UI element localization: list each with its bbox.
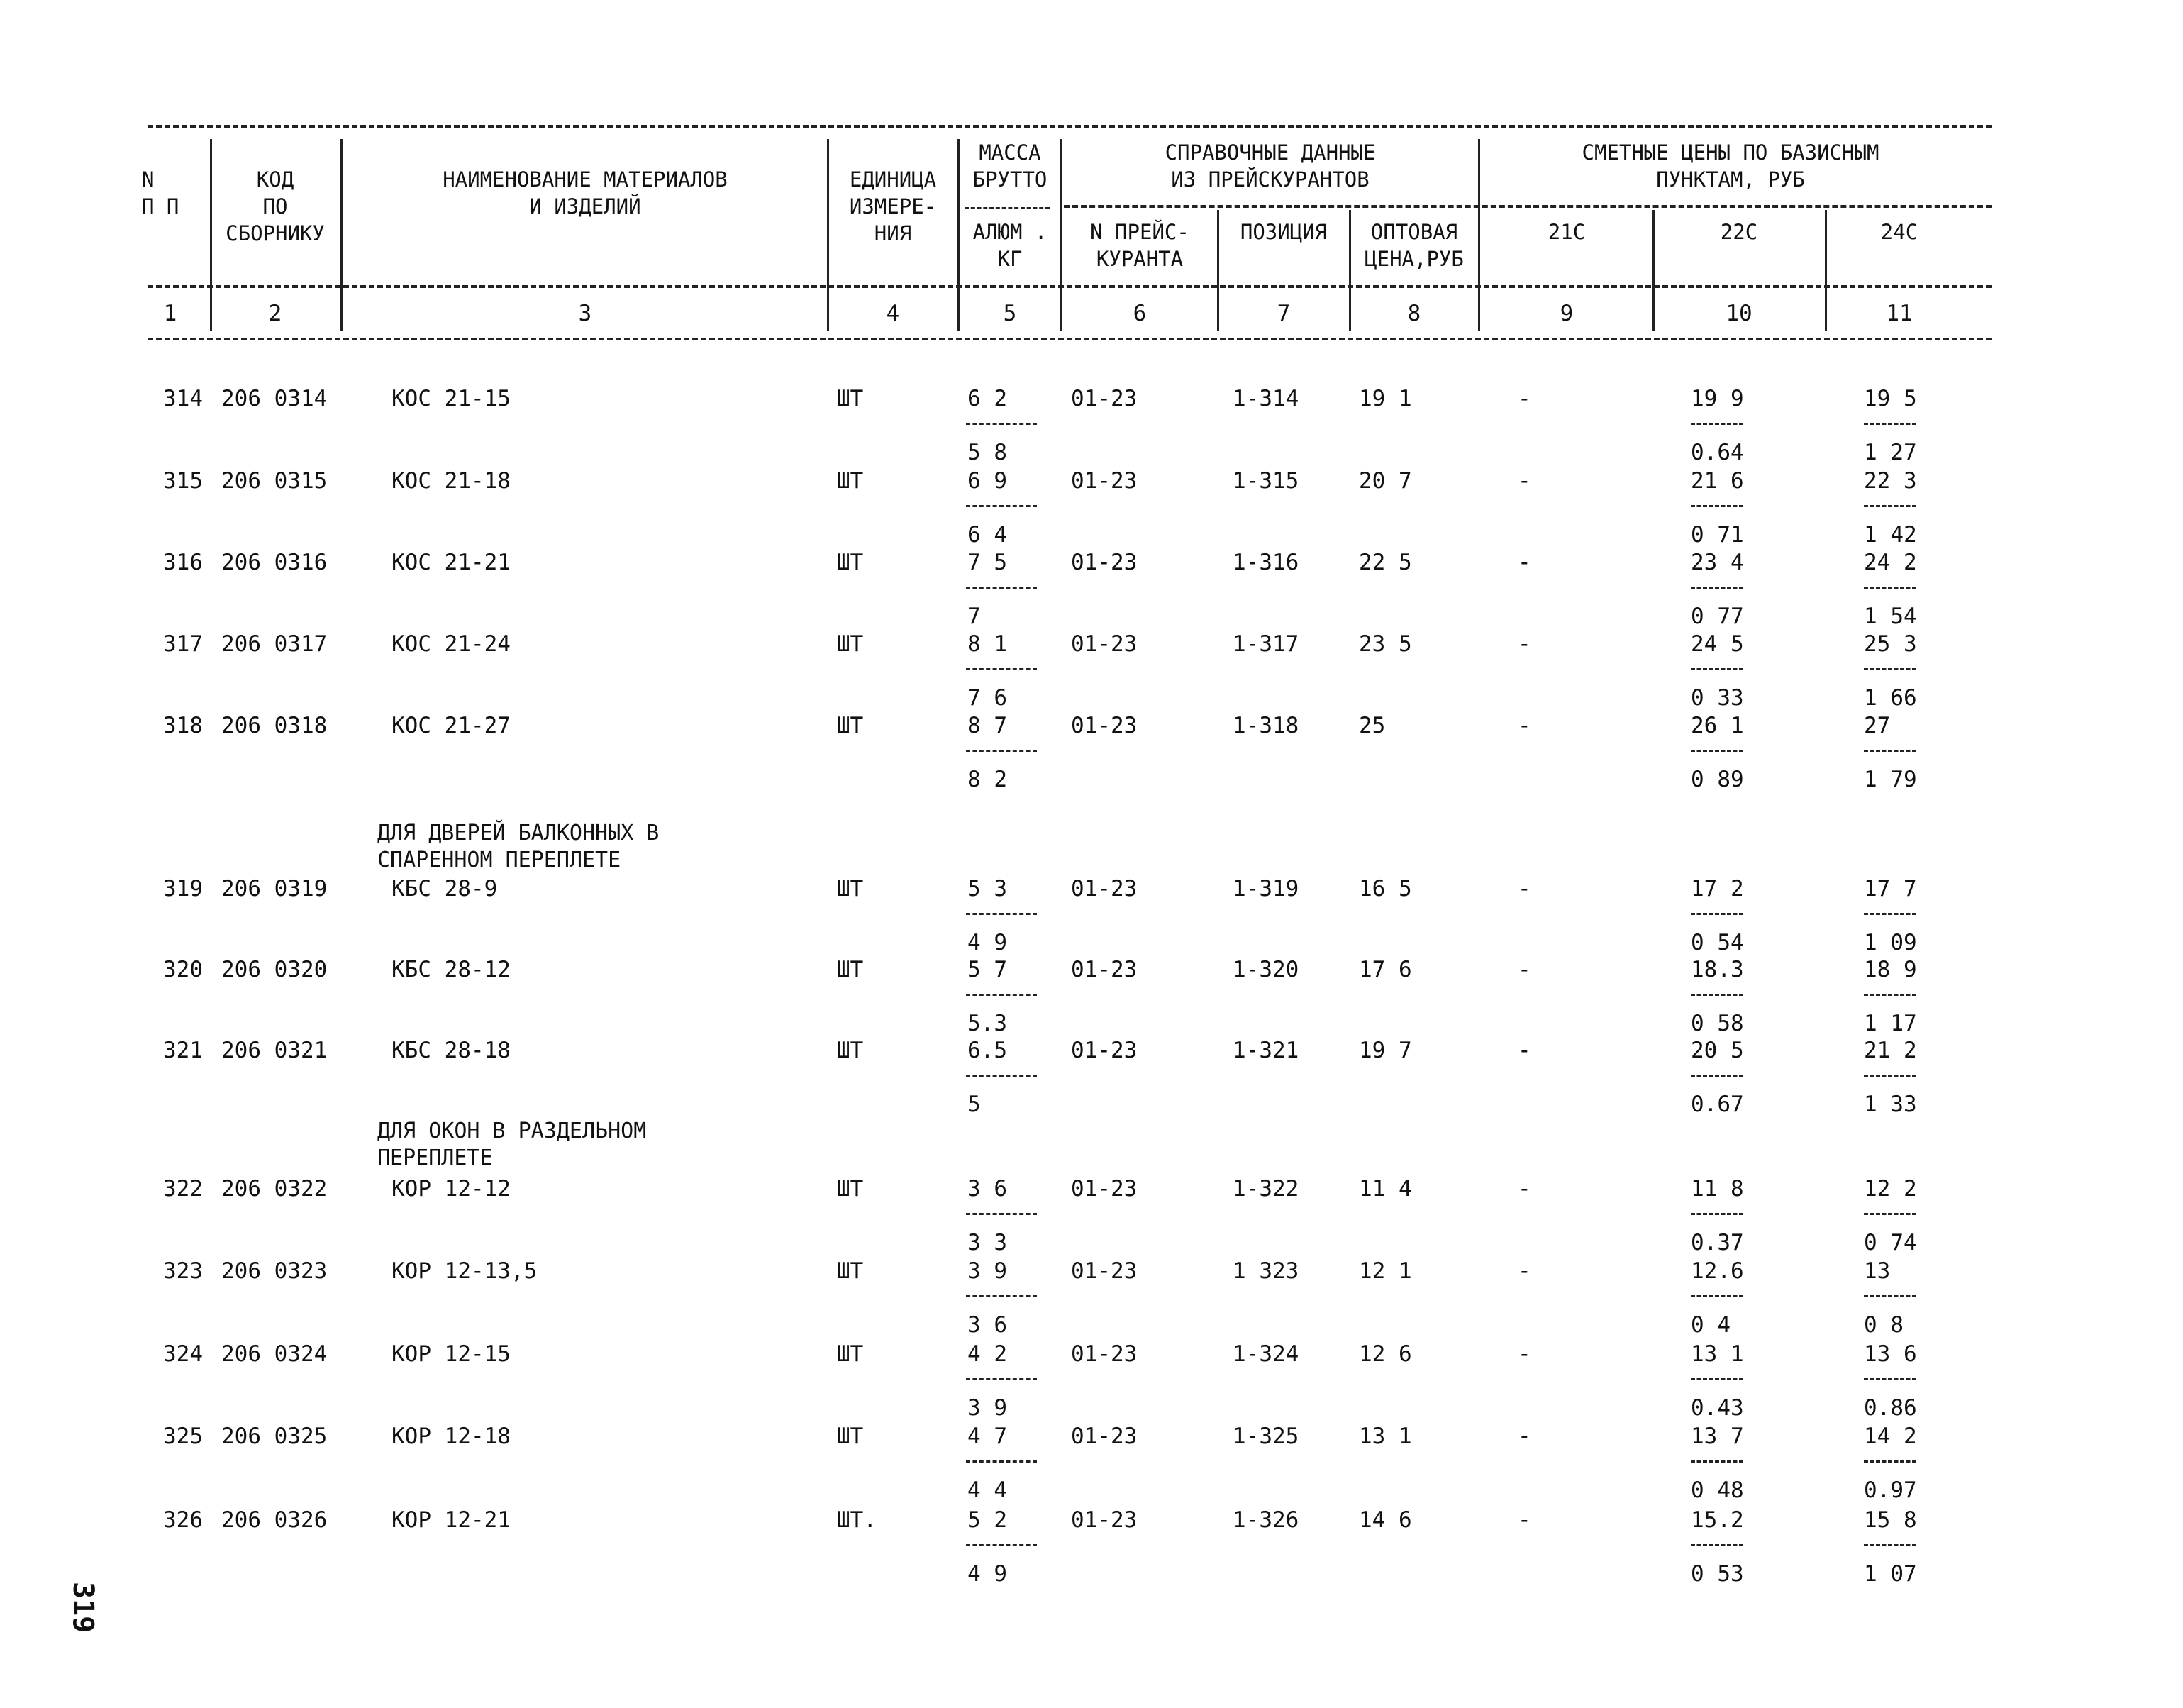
row-price-22c: 20 5 <box>1691 1038 1744 1063</box>
fraction-rule <box>966 668 1037 670</box>
row-price-24c: 13 6 <box>1864 1341 1917 1367</box>
row-unit: ШТ <box>837 1176 864 1202</box>
row-unit: ШТ <box>837 957 864 982</box>
header-price-group: СМЕТНЫЕ ЦЕНЫ ПО БАЗИСНЫМ ПУНКТАМ, РУБ <box>1582 140 1879 192</box>
row-price-22c: 13 7 <box>1691 1424 1744 1449</box>
row-mass: 6.5 <box>967 1038 1007 1063</box>
row-position: 1-324 <box>1233 1341 1299 1367</box>
row-code: 206 0322 <box>221 1176 328 1202</box>
col-number: 4 <box>886 301 900 326</box>
row-mass-alum: 5 <box>967 1092 981 1117</box>
fraction-rule <box>1691 505 1743 507</box>
row-mass: 6 9 <box>967 468 1007 494</box>
row-number: 322 <box>163 1176 203 1202</box>
row-price-24c-b: 1 79 <box>1864 767 1917 792</box>
row-mass: 5 3 <box>967 876 1007 902</box>
fraction-rule <box>966 1460 1037 1463</box>
row-mass-alum: 3 6 <box>967 1312 1007 1338</box>
fraction-rule <box>966 1544 1037 1546</box>
row-price-21c: - <box>1518 876 1531 902</box>
row-position: 1-316 <box>1233 550 1299 575</box>
row-price-24c-b: 1 27 <box>1864 440 1917 465</box>
fraction-rule <box>1691 587 1743 589</box>
row-mass: 4 7 <box>967 1424 1007 1449</box>
row-price-21c: - <box>1518 1258 1531 1284</box>
row-price-list: 01-23 <box>1071 1176 1138 1202</box>
row-price-21c: - <box>1518 1038 1531 1063</box>
row-unit: ШТ <box>837 1038 864 1063</box>
row-mass: 5 2 <box>967 1507 1007 1533</box>
row-price-24c: 18 9 <box>1864 957 1917 982</box>
row-name: КОС 21-27 <box>391 713 511 738</box>
row-number: 324 <box>163 1341 203 1367</box>
row-price-24c-b: 1 09 <box>1864 930 1917 955</box>
row-code: 206 0320 <box>221 957 328 982</box>
vsep <box>957 139 960 331</box>
row-price-24c: 24 2 <box>1864 550 1917 575</box>
header-col3: НАИМЕНОВАНИЕ МАТЕРИАЛОВ И ИЗДЕЛИЙ <box>443 167 728 218</box>
row-mass-alum: 3 3 <box>967 1230 1007 1255</box>
header-col5-bottom: АЛЮМ . КГ <box>972 220 1048 271</box>
fraction-rule <box>966 913 1037 915</box>
row-price-22c-b: 0.43 <box>1691 1395 1744 1421</box>
vsep <box>1652 210 1655 331</box>
header-col10: 22С <box>1720 220 1758 244</box>
header-col7: ПОЗИЦИЯ <box>1240 220 1328 244</box>
fraction-rule <box>1691 668 1743 670</box>
row-position: 1-321 <box>1233 1038 1299 1063</box>
row-mass-alum: 7 6 <box>967 685 1007 711</box>
row-price-list: 01-23 <box>1071 1424 1138 1449</box>
row-price-22c: 26 1 <box>1691 713 1744 738</box>
row-price-24c-b: 1 54 <box>1864 604 1917 629</box>
header-col4: ЕДИНИЦА ИЗМЕРЕ- НИЯ <box>849 167 937 245</box>
row-price-24c-b: 1 07 <box>1864 1561 1917 1587</box>
vsep <box>340 139 343 331</box>
col-number: 7 <box>1277 301 1291 326</box>
row-code: 206 0319 <box>221 876 328 902</box>
fraction-rule <box>1691 1213 1743 1215</box>
row-unit: ШТ <box>837 386 864 411</box>
row-wholesale: 20 7 <box>1359 468 1412 494</box>
header-ref-group: СПРАВОЧНЫЕ ДАННЫЕ ИЗ ПРЕЙСКУРАНТОВ <box>1165 140 1376 192</box>
fraction-rule <box>966 994 1037 996</box>
col-number: 1 <box>163 301 177 326</box>
row-unit: ШТ <box>837 631 864 657</box>
row-position: 1-326 <box>1233 1507 1299 1533</box>
row-price-22c-b: 0 77 <box>1691 604 1744 629</box>
row-price-list: 01-23 <box>1071 1258 1138 1284</box>
row-price-24c: 13 <box>1864 1258 1891 1284</box>
row-mass-alum: 7 <box>967 604 981 629</box>
row-name: КОР 12-13,5 <box>391 1258 538 1284</box>
vsep <box>1349 210 1351 331</box>
row-price-21c: - <box>1518 386 1531 411</box>
row-wholesale: 14 6 <box>1359 1507 1412 1533</box>
row-price-24c-b: 0 74 <box>1864 1230 1917 1255</box>
col-number: 3 <box>578 301 592 326</box>
col-number: 11 <box>1886 301 1913 326</box>
row-mass-alum: 4 4 <box>967 1477 1007 1503</box>
row-price-list: 01-23 <box>1071 876 1138 902</box>
row-mass-alum: 5 8 <box>967 440 1007 465</box>
row-price-22c-b: 0 53 <box>1691 1561 1744 1587</box>
row-name: КОС 21-18 <box>391 468 511 494</box>
row-price-22c-b: 0.37 <box>1691 1230 1744 1255</box>
col-number: 9 <box>1560 301 1574 326</box>
row-wholesale: 19 1 <box>1359 386 1412 411</box>
row-price-24c: 21 2 <box>1864 1038 1917 1063</box>
mass-split <box>965 207 1050 209</box>
fraction-rule <box>966 505 1037 507</box>
row-unit: ШТ <box>837 713 864 738</box>
row-price-22c-b: 0 54 <box>1691 930 1744 955</box>
col-number: 5 <box>1003 301 1017 326</box>
row-wholesale: 12 6 <box>1359 1341 1412 1367</box>
row-position: 1-317 <box>1233 631 1299 657</box>
row-price-list: 01-23 <box>1071 713 1138 738</box>
row-price-24c-b: 0 8 <box>1864 1312 1904 1338</box>
row-mass: 3 9 <box>967 1258 1007 1284</box>
fraction-rule <box>1691 1544 1743 1546</box>
row-unit: ШТ <box>837 1341 864 1367</box>
row-number: 323 <box>163 1258 203 1284</box>
row-price-24c: 15 8 <box>1864 1507 1917 1533</box>
row-price-list: 01-23 <box>1071 386 1138 411</box>
fraction-rule <box>1864 505 1916 507</box>
row-mass: 8 1 <box>967 631 1007 657</box>
row-price-21c: - <box>1518 1507 1531 1533</box>
row-unit: ШТ <box>837 1424 864 1449</box>
fraction-rule <box>1864 423 1916 425</box>
row-price-22c-b: 0 71 <box>1691 522 1744 548</box>
row-price-list: 01-23 <box>1071 550 1138 575</box>
row-price-24c: 12 2 <box>1864 1176 1917 1202</box>
vsep <box>1060 139 1062 331</box>
row-number: 316 <box>163 550 203 575</box>
fraction-rule <box>1864 1460 1916 1463</box>
row-code: 206 0318 <box>221 713 328 738</box>
row-wholesale: 16 5 <box>1359 876 1412 902</box>
fraction-rule <box>1691 1378 1743 1380</box>
row-number: 314 <box>163 386 203 411</box>
col-number: 8 <box>1407 301 1421 326</box>
fraction-rule <box>1864 587 1916 589</box>
fraction-rule <box>1691 1295 1743 1297</box>
row-price-24c: 19 5 <box>1864 386 1917 411</box>
row-wholesale: 12 1 <box>1359 1258 1412 1284</box>
header-col2: КОД ПО СБОРНИКУ <box>226 167 325 245</box>
rule-colnum-top <box>148 285 1992 288</box>
row-code: 206 0314 <box>221 386 328 411</box>
row-price-21c: - <box>1518 468 1531 494</box>
fraction-rule <box>1864 1213 1916 1215</box>
row-number: 321 <box>163 1038 203 1063</box>
row-unit: ШТ. <box>837 1507 877 1533</box>
row-price-24c: 17 7 <box>1864 876 1917 902</box>
row-number: 325 <box>163 1424 203 1449</box>
row-wholesale: 11 4 <box>1359 1176 1412 1202</box>
row-mass-alum: 6 4 <box>967 522 1007 548</box>
row-name: КОР 12-21 <box>391 1507 511 1533</box>
row-wholesale: 17 6 <box>1359 957 1412 982</box>
row-price-24c-b: 0.97 <box>1864 1477 1917 1503</box>
row-price-21c: - <box>1518 957 1531 982</box>
vsep <box>210 139 212 331</box>
fraction-rule <box>1864 1378 1916 1380</box>
row-price-22c-b: 0 48 <box>1691 1477 1744 1503</box>
fraction-rule <box>1864 1075 1916 1077</box>
fraction-rule <box>1864 750 1916 752</box>
row-position: 1-314 <box>1233 386 1299 411</box>
row-unit: ШТ <box>837 550 864 575</box>
vsep <box>1478 139 1480 331</box>
row-price-21c: - <box>1518 1341 1531 1367</box>
row-price-22c: 13 1 <box>1691 1341 1744 1367</box>
row-unit: ШТ <box>837 468 864 494</box>
row-price-22c-b: 0.67 <box>1691 1092 1744 1117</box>
row-price-21c: - <box>1518 713 1531 738</box>
fraction-rule <box>1691 1460 1743 1463</box>
row-mass: 3 6 <box>967 1176 1007 1202</box>
row-code: 206 0316 <box>221 550 328 575</box>
header-col11: 24С <box>1880 220 1918 244</box>
row-number: 326 <box>163 1507 203 1533</box>
row-name: КОР 12-15 <box>391 1341 511 1367</box>
row-price-24c: 25 3 <box>1864 631 1917 657</box>
col-number: 10 <box>1726 301 1752 326</box>
row-price-21c: - <box>1518 1424 1531 1449</box>
row-number: 319 <box>163 876 203 902</box>
header-col6: N ПРЕЙС- КУРАНТА <box>1090 220 1189 271</box>
row-price-22c-b: 0 58 <box>1691 1011 1744 1036</box>
row-price-22c: 23 4 <box>1691 550 1744 575</box>
row-name: КОС 21-24 <box>391 631 511 657</box>
row-mass: 4 2 <box>967 1341 1007 1367</box>
row-name: КБС 28-18 <box>391 1038 511 1063</box>
section-label: ДЛЯ ДВЕРЕЙ БАЛКОННЫХ В СПАРЕННОМ ПЕРЕПЛЕТЕ <box>377 821 660 872</box>
fraction-rule <box>966 1295 1037 1297</box>
row-price-list: 01-23 <box>1071 631 1138 657</box>
row-mass: 5 7 <box>967 957 1007 982</box>
page-number: 319 <box>67 1582 99 1634</box>
row-mass: 6 2 <box>967 386 1007 411</box>
row-position: 1-315 <box>1233 468 1299 494</box>
row-wholesale: 19 7 <box>1359 1038 1412 1063</box>
row-price-22c: 17 2 <box>1691 876 1744 902</box>
row-price-21c: - <box>1518 1176 1531 1202</box>
row-mass-alum: 5.3 <box>967 1011 1007 1036</box>
row-position: 1-322 <box>1233 1176 1299 1202</box>
row-code: 206 0324 <box>221 1341 328 1367</box>
row-wholesale: 25 <box>1359 713 1386 738</box>
section-label: ДЛЯ ОКОН В РАЗДЕЛЬНОМ ПЕРЕПЛЕТЕ <box>377 1119 647 1170</box>
row-position: 1-325 <box>1233 1424 1299 1449</box>
row-mass-alum: 8 2 <box>967 767 1007 792</box>
col-number: 6 <box>1133 301 1147 326</box>
header-col5-top: МАССА БРУТТО <box>972 140 1048 192</box>
row-price-list: 01-23 <box>1071 1507 1138 1533</box>
row-mass-alum: 4 9 <box>967 930 1007 955</box>
header-col9: 21С <box>1548 220 1586 244</box>
row-price-22c-b: 0 33 <box>1691 685 1744 711</box>
row-name: КОР 12-12 <box>391 1176 511 1202</box>
rule-colnum-bottom <box>148 338 1992 340</box>
row-name: КБС 28-12 <box>391 957 511 982</box>
fraction-rule <box>966 587 1037 589</box>
row-wholesale: 23 5 <box>1359 631 1412 657</box>
row-name: КОС 21-21 <box>391 550 511 575</box>
row-unit: ШТ <box>837 876 864 902</box>
row-number: 317 <box>163 631 203 657</box>
fraction-rule <box>1691 994 1743 996</box>
row-price-24c-b: 1 33 <box>1864 1092 1917 1117</box>
row-mass-alum: 4 9 <box>967 1561 1007 1587</box>
header-col8: ОПТОВАЯ ЦЕНА,РУБ <box>1365 220 1464 271</box>
row-position: 1-320 <box>1233 957 1299 982</box>
row-price-list: 01-23 <box>1071 468 1138 494</box>
row-price-22c: 11 8 <box>1691 1176 1744 1202</box>
row-price-list: 01-23 <box>1071 1038 1138 1063</box>
row-price-22c: 15.2 <box>1691 1507 1744 1533</box>
row-number: 315 <box>163 468 203 494</box>
row-code: 206 0317 <box>221 631 328 657</box>
fraction-rule <box>1691 750 1743 752</box>
row-mass: 7 5 <box>967 550 1007 575</box>
fraction-rule <box>966 1075 1037 1077</box>
fraction-rule <box>1864 1544 1916 1546</box>
fraction-rule <box>1691 1075 1743 1077</box>
row-price-22c: 19 9 <box>1691 386 1744 411</box>
row-position: 1 323 <box>1233 1258 1299 1284</box>
row-price-24c-b: 1 42 <box>1864 522 1917 548</box>
row-price-22c-b: 0 4 <box>1691 1312 1731 1338</box>
col-number: 2 <box>268 301 282 326</box>
fraction-rule <box>1864 913 1916 915</box>
fraction-rule <box>1691 423 1743 425</box>
row-code: 206 0323 <box>221 1258 328 1284</box>
fraction-rule <box>1864 668 1916 670</box>
row-wholesale: 13 1 <box>1359 1424 1412 1449</box>
rule-top <box>148 125 1992 128</box>
fraction-rule <box>1691 913 1743 915</box>
row-price-22c: 24 5 <box>1691 631 1744 657</box>
row-wholesale: 22 5 <box>1359 550 1412 575</box>
vsep <box>1825 210 1827 331</box>
row-price-24c: 14 2 <box>1864 1424 1917 1449</box>
vsep <box>827 139 829 331</box>
row-position: 1-318 <box>1233 713 1299 738</box>
header-col1: N П П <box>142 167 179 218</box>
row-price-22c: 12.6 <box>1691 1258 1744 1284</box>
row-price-list: 01-23 <box>1071 957 1138 982</box>
row-price-24c: 27 <box>1864 713 1891 738</box>
row-name: КОС 21-15 <box>391 386 511 411</box>
row-price-22c: 18.3 <box>1691 957 1744 982</box>
row-price-24c-b: 1 66 <box>1864 685 1917 711</box>
row-unit: ШТ <box>837 1258 864 1284</box>
fraction-rule <box>966 1213 1037 1215</box>
rule-subheader <box>1064 205 1992 208</box>
row-code: 206 0321 <box>221 1038 328 1063</box>
row-number: 320 <box>163 957 203 982</box>
row-price-24c-b: 1 17 <box>1864 1011 1917 1036</box>
row-name: КОР 12-18 <box>391 1424 511 1449</box>
fraction-rule <box>1864 994 1916 996</box>
row-price-21c: - <box>1518 631 1531 657</box>
row-mass: 8 7 <box>967 713 1007 738</box>
vsep <box>1217 210 1219 331</box>
row-price-22c-b: 0 89 <box>1691 767 1744 792</box>
row-price-24c-b: 0.86 <box>1864 1395 1917 1421</box>
row-code: 206 0326 <box>221 1507 328 1533</box>
row-code: 206 0325 <box>221 1424 328 1449</box>
fraction-rule <box>966 1378 1037 1380</box>
fraction-rule <box>1864 1295 1916 1297</box>
row-price-list: 01-23 <box>1071 1341 1138 1367</box>
row-price-24c: 22 3 <box>1864 468 1917 494</box>
fraction-rule <box>966 423 1037 425</box>
row-mass-alum: 3 9 <box>967 1395 1007 1421</box>
row-price-22c: 21 6 <box>1691 468 1744 494</box>
row-price-21c: - <box>1518 550 1531 575</box>
row-price-22c-b: 0.64 <box>1691 440 1744 465</box>
row-number: 318 <box>163 713 203 738</box>
row-code: 206 0315 <box>221 468 328 494</box>
row-name: КБС 28-9 <box>391 876 498 902</box>
fraction-rule <box>966 750 1037 752</box>
row-position: 1-319 <box>1233 876 1299 902</box>
